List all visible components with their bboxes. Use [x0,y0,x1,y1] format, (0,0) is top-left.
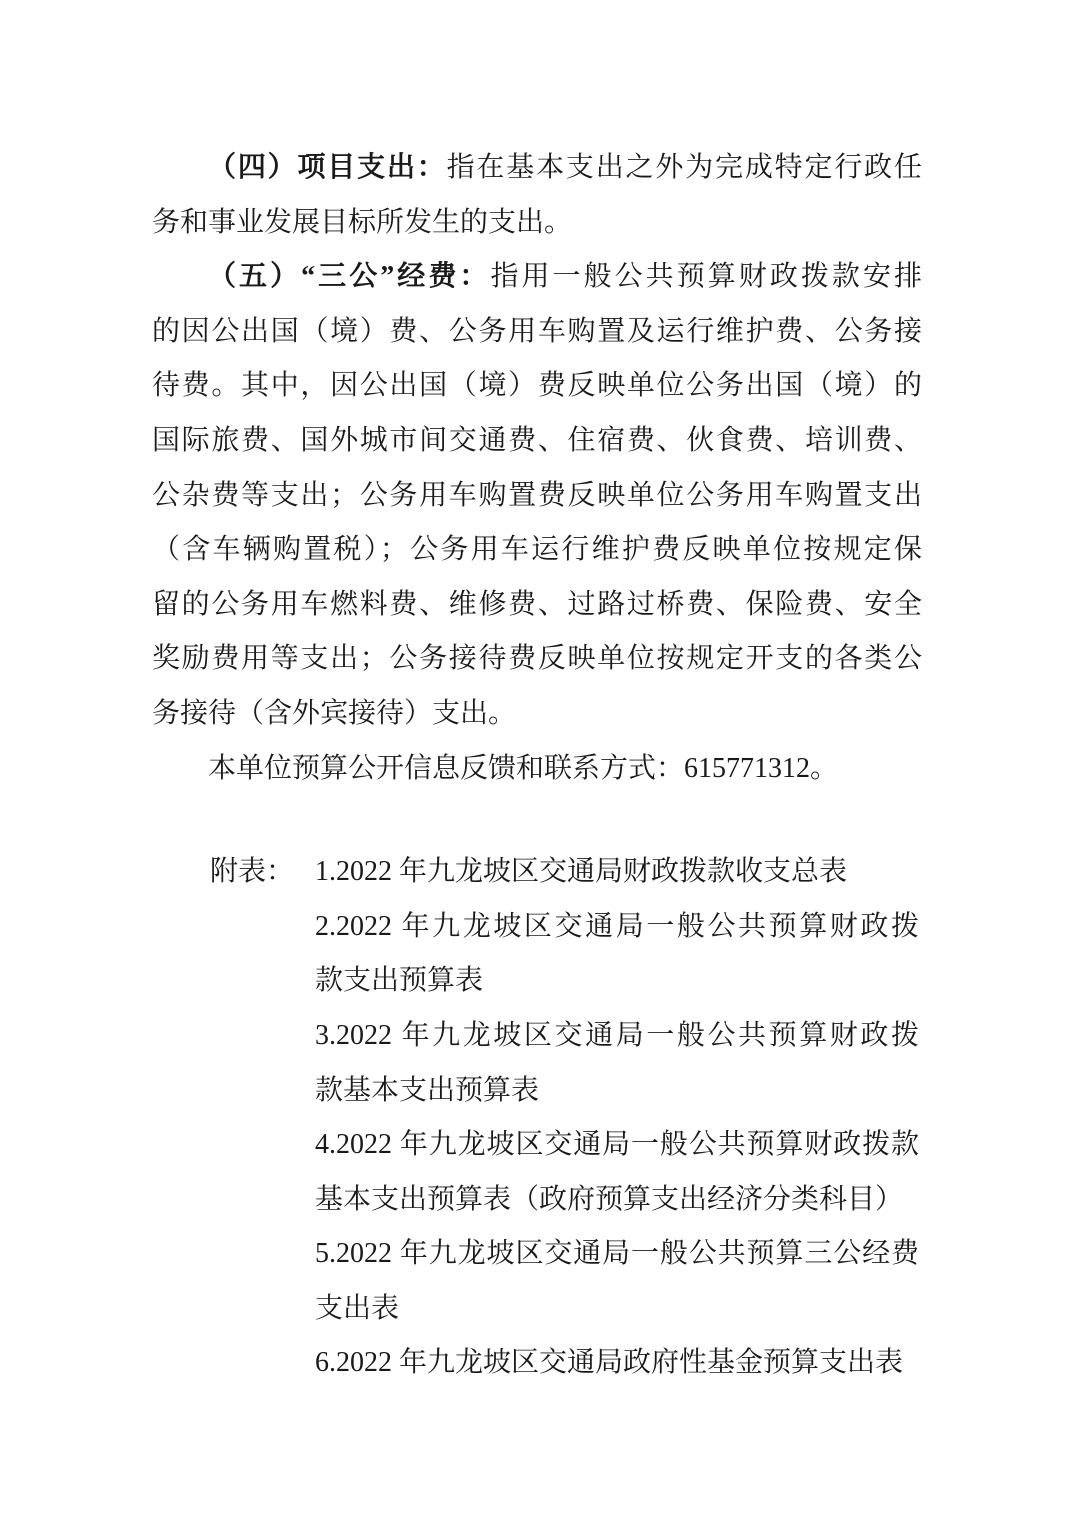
text-line [152,742,922,797]
body-text: 4.2022 年九龙坡区交通局一般公共预算财政拨款 [315,1129,919,1161]
text-line [152,523,922,578]
text-line [152,632,922,687]
appendix-item-3 [315,1009,919,1118]
body-text: 务接待（含外宾接待）支出。 [152,697,517,729]
para-three-public-funds [152,250,922,741]
bold-lead-text: （四）项目支出： [208,152,447,183]
body-text: 奖励费用等支出；公务接待费反映单位按规定开支的各类公 [152,643,922,675]
text-line [152,250,922,305]
body-text: 指在基本支出之外为完成特定行政任 [446,152,922,183]
text-line [315,1173,919,1228]
text-line [315,1064,919,1119]
text-line [152,687,922,742]
body-text: 公杂费等支出；公务用车购置费反映单位公务用车购置支出 [152,479,922,511]
body-text: 1.2022 年九龙坡区交通局财政拨款收支总表 [315,856,848,888]
text-line [315,1118,919,1173]
appendix-item-5 [315,1227,919,1336]
text-line [315,1336,919,1391]
text-line [152,196,922,251]
text-line [152,469,922,524]
body-text: 5.2022 年九龙坡区交通局一般公共预算三公经费 [315,1238,919,1270]
body-text: 3.2022 年九龙坡区交通局一般公共预算财政拨 [315,1019,919,1051]
body-text: 6.2022 年九龙坡区交通局政府性基金预算支出表 [315,1347,904,1379]
body-text: 款支出预算表 [315,965,484,997]
para-project-expenditure [152,141,922,250]
appendix-item-1 [315,845,919,900]
text-line [315,900,919,955]
appendix-item-2 [315,900,919,1009]
appendix-item-4 [315,1118,919,1227]
text-line [315,1282,919,1337]
body-text: 支出表 [315,1292,400,1324]
text-line [152,578,922,633]
body-text: 款基本支出预算表 [315,1074,540,1106]
text-line [152,305,922,360]
text-line [315,954,919,1009]
body-text: 的因公出国（境）费、公务用车购置及运行维护费、公务接 [152,315,922,347]
body-text: 本单位预算公开信息反馈和联系方式：615771312。 [208,752,839,784]
body-text: 2.2022 年九龙坡区交通局一般公共预算财政拨 [315,910,919,942]
bold-lead-text: （五）“三公”经费： [208,261,491,293]
text-line [315,1009,919,1064]
text-line [152,141,922,196]
body-text: 国际旅费、国外城市间交通费、住宿费、伙食费、培训费、 [152,424,922,456]
text-line [315,1227,919,1282]
body-text: 基本支出预算表（政府预算支出经济分类科目） [315,1183,904,1215]
para-contact-info [152,742,922,797]
text-line [152,414,922,469]
appendix-section [152,845,922,1391]
body-text: 指用一般公共预算财政拨款安排 [490,261,922,293]
body-text: 留的公务用车燃料费、维修费、过路过桥费、保险费、安全 [152,588,922,620]
text-line [152,359,922,414]
appendix-label: 附表： [210,856,295,888]
appendix-item-6 [315,1336,919,1391]
text-line [315,845,919,900]
appendix-list [315,845,919,1391]
body-text: 待费。其中，因公出国（境）费反映单位公务出国（境）的 [152,370,922,402]
body-text: （含车辆购置税）；公务用车运行维护费反映单位按规定保 [152,534,922,566]
body-text: 务和事业发展目标所发生的支出。 [152,206,573,238]
